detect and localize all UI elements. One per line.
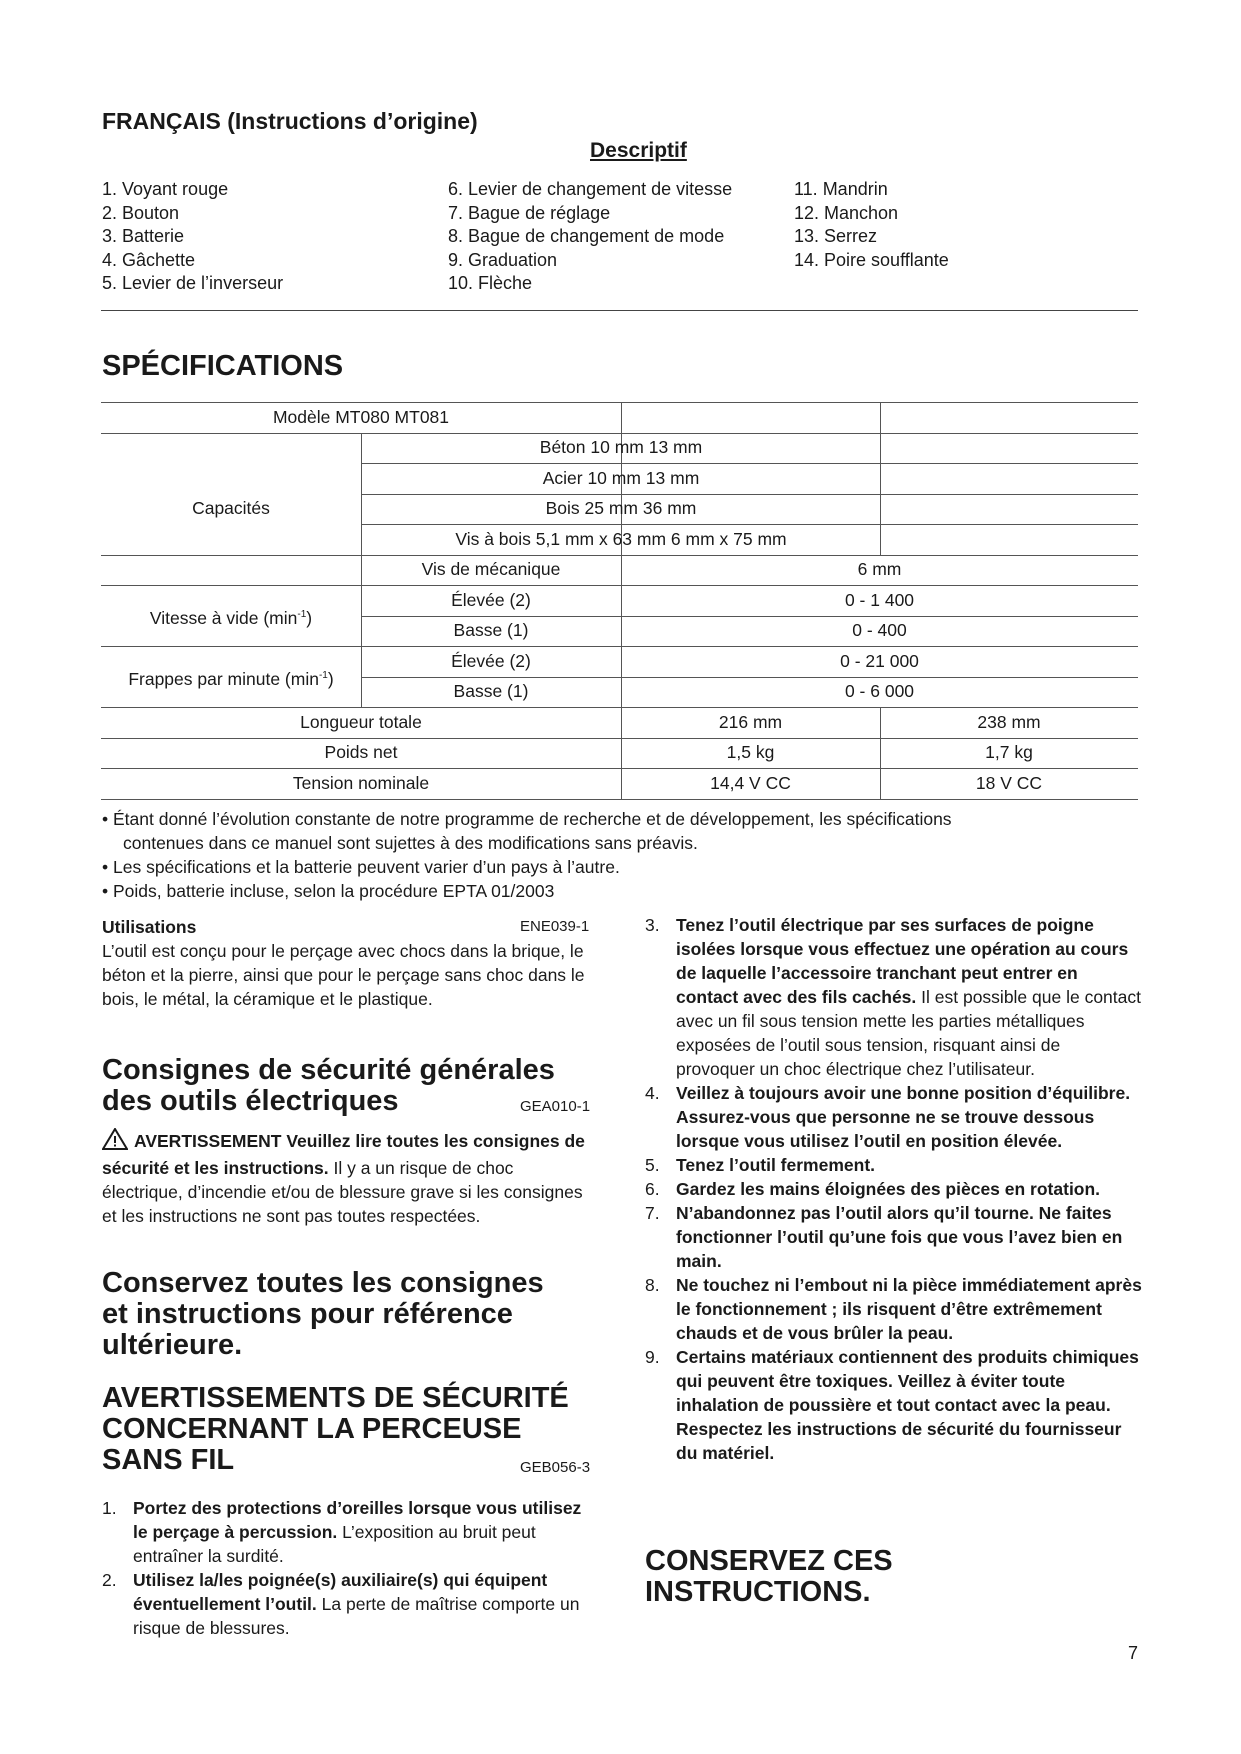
table-line [101,555,1138,556]
list-item: 11. Mandrin [794,179,888,199]
right-list [645,913,1143,1465]
capacity-vis-bois: Vis à bois 5,1 mm x 63 mm 6 mm x 75 mm [455,529,787,549]
list-item: 8. Bague de changement de mode [448,226,725,247]
language-title: FRANÇAIS (Instructions d’origine) [102,108,478,134]
list-item: 2. Utilisez la/les poignée(s) auxiliaire(s) qui équipent éventuellement l’outil. La perte de maîtrise comporte un risque de blessures. [102,1570,580,1638]
frappes-basse-value: 0 - 6 000 [844,681,915,701]
list-item: 14. Poire soufflante [794,249,949,270]
table-line [101,646,1138,647]
list-item: 6. Gardez les mains éloignées des pièces en rotation. [645,1179,1101,1199]
poids-value-2: 1,7 kg [985,742,1033,762]
vis-mecanique-label: Vis de mécanique [421,559,561,579]
table-line [361,524,1138,525]
consignes-title: Consignes de sécurité générales des outils électriques [102,1054,555,1117]
tension-label: Tension nominale [292,773,430,793]
note-2: • Les spécifications et la batterie peuvent varier d’un pays à l’autre. [102,857,620,877]
capacites-label: Capacités [192,498,270,518]
utilisations-code: ENE039-1 [520,918,590,935]
avertissements-list [102,1496,596,1640]
note-1a: • Étant donné l’évolution constante de notre programme de recherche et de développement, les spécifications [102,809,952,829]
list-item: 1. Voyant rouge [102,179,229,199]
descriptif-col-3 [794,178,949,272]
list-item: 5. Levier de l’inverseur [102,273,284,294]
vis-mecanique-value: 6 mm [857,559,902,579]
capacity-bois: Bois 25 mm 36 mm [545,498,697,518]
warning-icon [102,1128,128,1156]
consignes-warning: AVERTISSEMENT Veuillez lire toutes les consignes de sécurité et les instructions. Il y a un risque de choc électrique, d’incendie et/ou de blessure grave si les consignes et les instructions ne sont pas toutes respectées. [102,1128,592,1228]
list-item: 3. Batterie [102,226,185,247]
page-number: 7 [1127,1643,1138,1663]
table-line [101,799,1138,800]
table-line [101,585,1138,586]
poids-label: Poids net [324,742,398,762]
capacity-beton: Béton 10 mm 13 mm [539,437,703,457]
table-header-model: Modèle MT080 MT081 [272,407,450,427]
descriptif-title: Descriptif [590,139,687,162]
list-item: 1. Portez des protections d’oreilles lorsque vous utilisez le perçage à percussion. L’exposition au bruit peut entraîner la surdité. [102,1498,582,1566]
tension-value-1: 14,4 V CC [710,773,791,793]
longueur-value-1: 216 mm [718,712,783,732]
table-line [101,433,1138,434]
vitesse-basse-value: 0 - 400 [852,620,907,640]
list-item: 9. Certains matériaux contiennent des produits chimiques qui peuvent être toxiques. Veillez à éviter toute inhalation de poussière et tout contact avec la peau. Respectez les instructions de sécurité du fournisseur du matériel. [645,1347,1139,1463]
vitesse-label: Vitesse à vide $(\min^{-1})$ [149,607,313,628]
specifications-title: SPÉCIFICATIONS [102,350,344,382]
avertissements-title: AVERTISSEMENTS DE SÉCURITÉ CONCERNANT LA PERCEUSE SANS FIL [102,1382,569,1476]
vitesse-elevee-value: 0 - 1 400 [844,590,915,610]
poids-value-1: 1,5 kg [726,742,775,762]
list-item: 4. Veillez à toujours avoir une bonne position d’équilibre. [645,1083,1131,1103]
longueur-label: Longueur totale [300,712,422,732]
avertissements-code: GEB056-3 [520,1459,591,1476]
list-item: 6. Levier de changement de vitesse [448,179,733,199]
descriptif-col-2 [448,178,732,296]
final-title: CONSERVEZ CES INSTRUCTIONS. [645,1545,893,1608]
list-item: 3. Tenez l’outil électrique par ses surfaces de poigne isolées lorsque vous effectuez une opération au cours de laquelle l’accessoire tranchant peut entrer en contact avec des fils cachés. Il est possible que le contact avec un fil sous tension mette les parties métalliques exposées de l’outil sous tension, risquant ainsi de provoquer un choc électrique chez l’utilisateur. [645,915,1141,1079]
list-item: 13. Serrez [794,226,878,247]
note-3: • Poids, batterie incluse, selon la procédure EPTA 01/2003 [102,881,555,901]
frappes-basse-label: Basse (1) [453,681,529,701]
list-item: Assurez-vous que personne ne se trouve dessous lorsque vous utilisez l’outil en position élevée. [676,1107,1095,1151]
table-line [101,768,1138,769]
table-line [361,677,1138,678]
note-1b: contenues dans ce manuel sont sujettes à des modifications sans préavis. [123,833,698,853]
list-item: 8. Ne touchez ni l’embout ni la pièce immédiatement après le fonctionnement ; ils risquent d’être extrêmement chauds et de vous brûler la peau. [645,1275,1142,1343]
capacity-acier: Acier 10 mm 13 mm [542,468,700,488]
frappes-elevee-value: 0 - 21 000 [840,651,919,671]
table-line [361,616,1138,617]
list-item: 9. Graduation [448,249,558,270]
table-line [361,463,1138,464]
list-item: 7. Bague de réglage [448,202,611,223]
table-line [101,738,1138,739]
list-item: 7. N’abandonnez pas l’outil alors qu’il tourne. Ne faites fonctionner l’outil qu’une fois que vous l’avez bien en main. [645,1203,1123,1271]
descriptif-col-1 [102,178,283,296]
list-item: 10. Flèche [448,273,533,294]
list-item: 2. Bouton [102,202,180,223]
utilisations-text: L’outil est conçu pour le perçage avec chocs dans la brique, le béton et la pierre, ainsi que pour le perçage sans choc dans le bois, le métal, la céramique et le plastique. [102,941,585,1009]
section-divider [101,310,1138,311]
longueur-value-2: 238 mm [977,712,1041,732]
frappes-label: Frappes par minute $(\min^{-1})$ [128,668,334,689]
table-line [361,494,1138,495]
table-line [101,707,1138,708]
frappes-elevee-label: Élevée (2) [451,651,531,671]
consignes-code: GEA010-1 [520,1098,591,1115]
table-line [101,402,1138,403]
vitesse-basse-label: Basse (1) [453,620,529,640]
vitesse-elevee-label: Élevée (2) [451,590,531,610]
list-item: 4. Gâchette [102,249,196,270]
tension-value-2: 18 V CC [975,773,1043,793]
list-item: 5. Tenez l’outil fermement. [645,1155,876,1175]
utilisations-title: Utilisations [102,917,197,937]
list-item: 12. Manchon [794,202,899,223]
conservez-title: Conservez toutes les consignes et instructions pour référence ultérieure. [102,1267,544,1361]
